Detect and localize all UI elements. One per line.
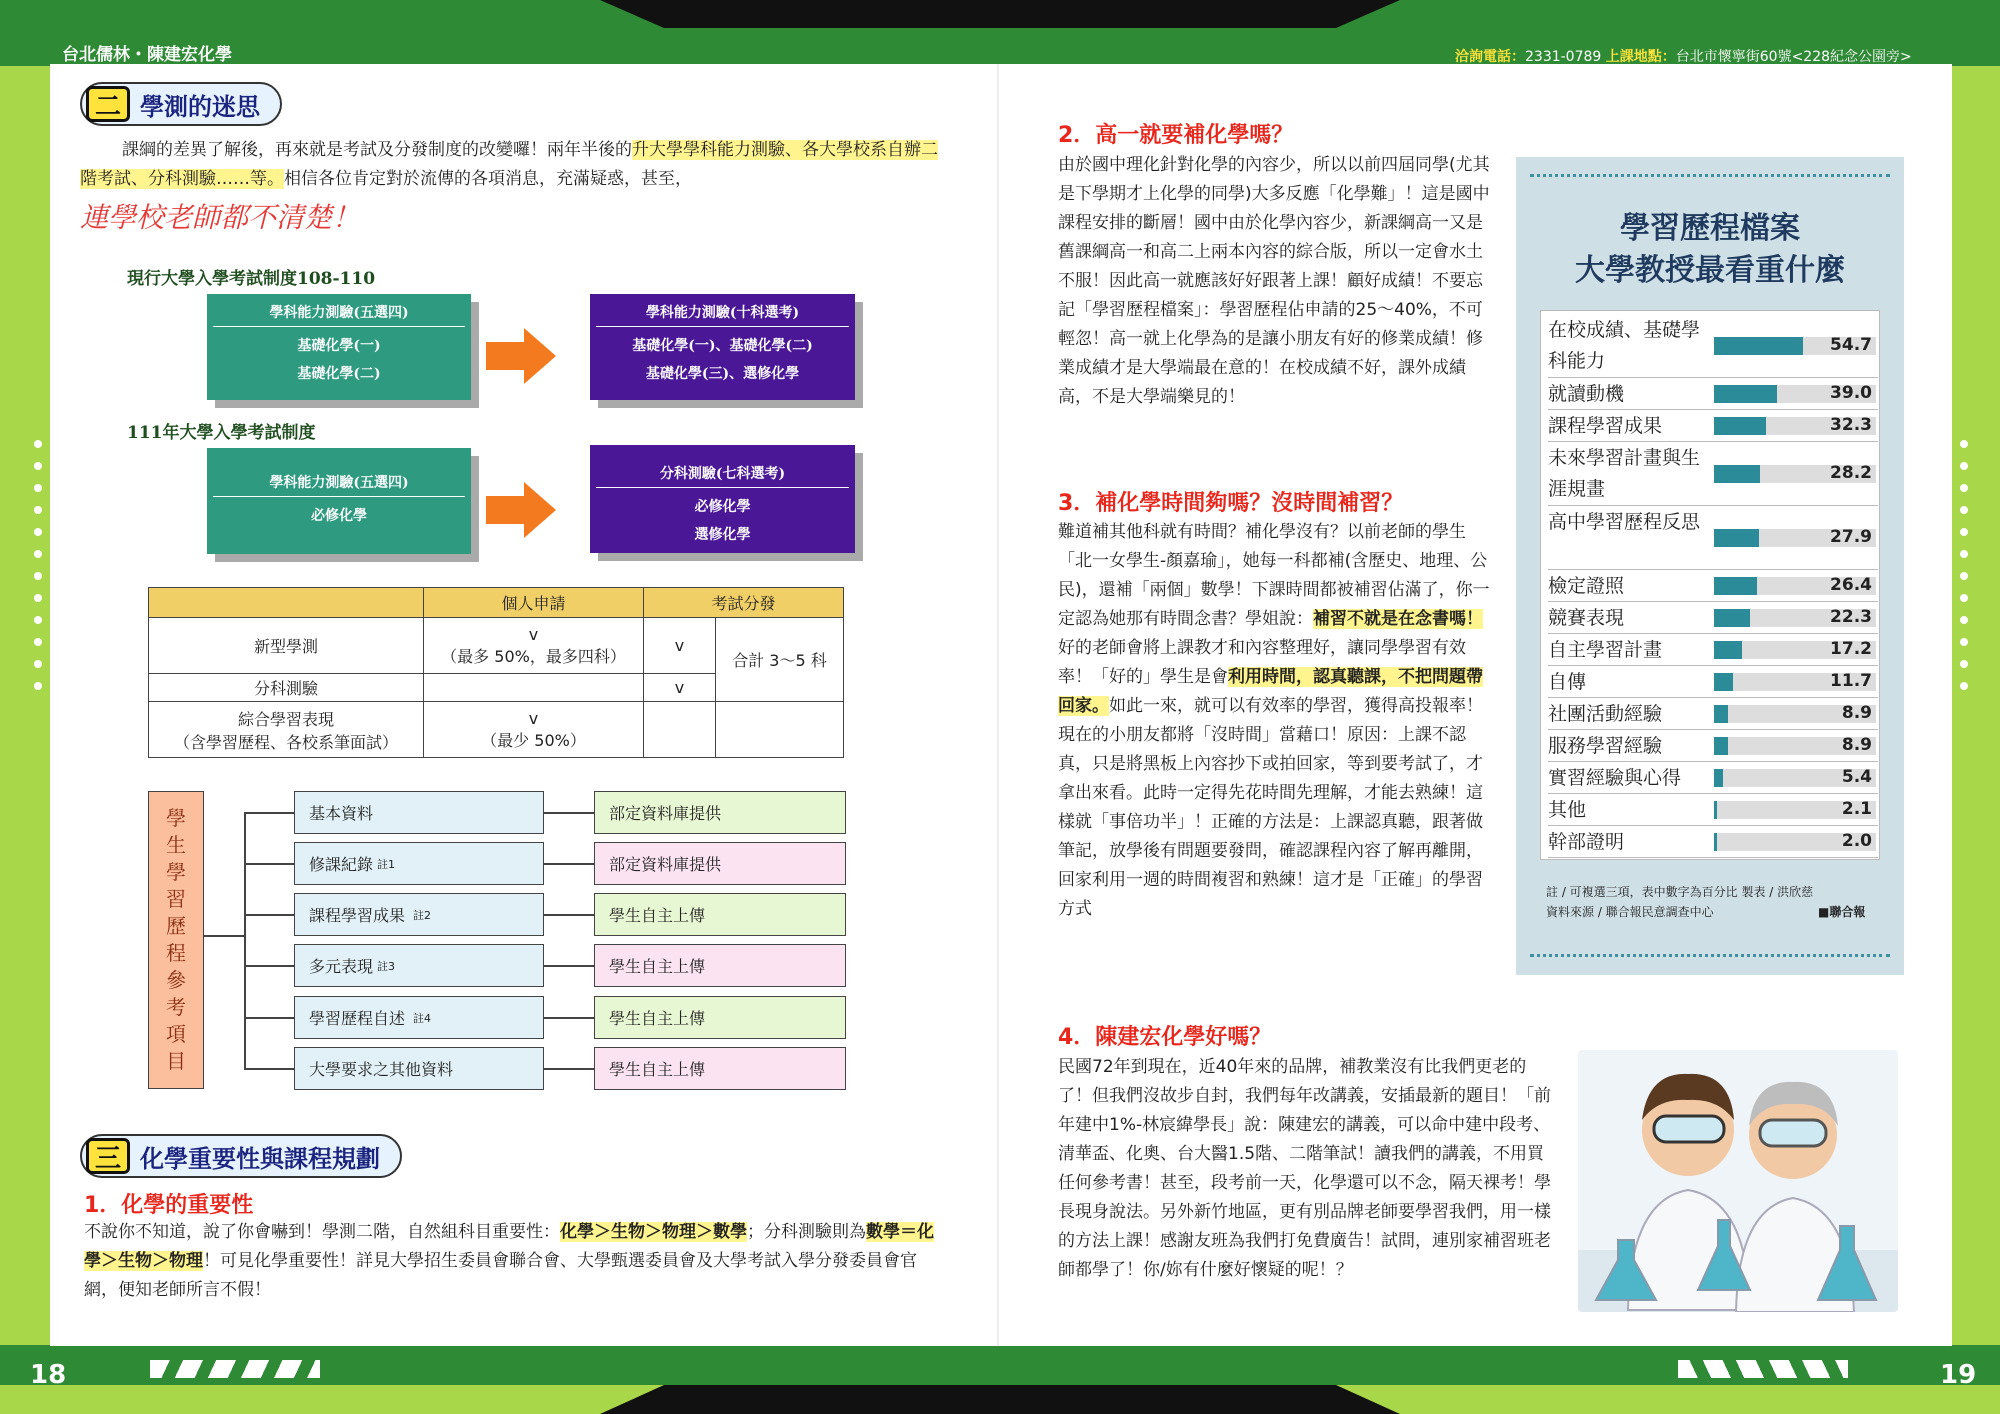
chart-category-label: 競賽表現 bbox=[1548, 607, 1625, 629]
chart-bar bbox=[1714, 385, 1777, 403]
chart-category-label: 高中學習歷程反思 bbox=[1548, 511, 1701, 533]
section-number: 二 bbox=[86, 86, 130, 122]
q2-heading: 2．高一就要補化學嗎？ bbox=[1058, 123, 1294, 148]
q2-paragraph: 由於國中理化針對化學的內容少，所以以前四屆同學(尤其是下學期才上化學的同學)大多反應「化學難」！這是國中課程安排的斷層！國中由於化學內容少，新課綱高一又是舊課綱高一和高二上兩本內容的綜合版，所以一定會水土不服！因此高一就應該好好跟著上課！顧好成績！不要忘記「學習歷程檔案」：學習歷程佔申請的25～40%，不可輕忽！高一就上化學為的是讓小朋友有好的修業成績！修業成績才是大學端最在意的！在校成績不好，課外成績高，不是大學端樂見的！ bbox=[1058, 155, 1490, 407]
chart-category-label: 自傳 bbox=[1548, 671, 1587, 693]
old-exam-box: 學科能力測驗(五選四) 基礎化學(一) 基礎化學(二) bbox=[207, 294, 471, 400]
chart-rows bbox=[1548, 314, 1878, 854]
chart-row bbox=[1548, 762, 1878, 794]
chart-value-label: 2.0 bbox=[1841, 831, 1872, 851]
connector-line bbox=[544, 965, 594, 967]
portfolio-source: 部定資料庫提供 bbox=[594, 842, 846, 885]
chart-bar bbox=[1714, 609, 1750, 627]
header-contact: 洽詢電話：2331-0789 上課地點：台北市懷寧街60號<228紀念公園旁> bbox=[1455, 49, 1912, 65]
connector-line bbox=[244, 965, 294, 967]
arrow-icon bbox=[486, 482, 556, 538]
portfolio-item: 學習歷程自述 註4 bbox=[294, 996, 544, 1039]
right-frame bbox=[1952, 0, 2000, 1414]
section-title: 化學重要性與課程規劃 bbox=[140, 1144, 380, 1173]
chart-bar bbox=[1714, 577, 1757, 595]
left-frame bbox=[0, 0, 50, 1414]
chart-title bbox=[1516, 208, 1904, 292]
chart-row bbox=[1548, 634, 1878, 666]
chart-bar bbox=[1714, 769, 1723, 787]
section-title: 學測的迷思 bbox=[140, 92, 260, 121]
chart-row bbox=[1548, 410, 1878, 442]
section-two-heading bbox=[80, 82, 282, 126]
chart-value-label: 11.7 bbox=[1830, 671, 1872, 691]
chart-value-label: 17.2 bbox=[1830, 639, 1872, 659]
old-exam-box-2: 學科能力測驗(五選四) 必修化學 bbox=[207, 448, 471, 554]
chart-title-line1: 學習歷程檔案 bbox=[1620, 211, 1800, 246]
portfolio-source: 部定資料庫提供 bbox=[594, 791, 846, 834]
footer-stripes-right bbox=[1678, 1360, 1848, 1378]
chem-importance-heading: 1．化學的重要性 bbox=[84, 1193, 254, 1218]
portfolio-source: 學生自主上傳 bbox=[594, 996, 846, 1039]
connector-line bbox=[244, 914, 294, 916]
connector-line bbox=[244, 1017, 294, 1019]
chart-value-label: 28.2 bbox=[1830, 463, 1872, 483]
chart-row bbox=[1548, 442, 1878, 506]
dotted-divider bbox=[1530, 954, 1890, 957]
left-dot-column bbox=[34, 440, 42, 704]
chart-bar bbox=[1714, 417, 1766, 435]
portfolio-item: 修課紀錄 註1 bbox=[294, 842, 544, 885]
connector-line bbox=[244, 863, 294, 865]
chart-note-2: 資料來源 / 聯合報民意調查中心 bbox=[1546, 905, 1714, 919]
chart-bar bbox=[1714, 337, 1803, 355]
chart-row bbox=[1548, 506, 1878, 570]
chart-value-label: 2.1 bbox=[1841, 799, 1872, 819]
chart-row bbox=[1548, 666, 1878, 698]
diagram-title-111: 111年大學入學考試制度 bbox=[127, 423, 316, 443]
chart-category-label: 未來學習計畫與生涯規畫 bbox=[1548, 447, 1701, 500]
chart-category-label: 檢定證照 bbox=[1548, 575, 1625, 597]
header-left-title: 台北儒林・陳建宏化學 bbox=[62, 45, 232, 65]
portfolio-side-label: 學 生 學 習 歷 程 參 考 項 目 bbox=[148, 791, 204, 1089]
chart-row bbox=[1548, 602, 1878, 634]
chart-category-label: 社團活動經驗 bbox=[1548, 703, 1663, 725]
chart-row bbox=[1548, 826, 1878, 858]
portfolio-item: 多元表現 註3 bbox=[294, 944, 544, 987]
chart-category-label: 就讀動機 bbox=[1548, 383, 1625, 405]
portfolio-source: 學生自主上傳 bbox=[594, 893, 846, 936]
chart-title-line2: 大學教授最看重什麼 bbox=[1575, 253, 1845, 288]
chart-category-label: 自主學習計畫 bbox=[1548, 639, 1663, 661]
chart-value-label: 8.9 bbox=[1841, 703, 1872, 723]
chart-bar bbox=[1714, 465, 1760, 483]
chart-bar bbox=[1714, 737, 1728, 755]
chart-category-label: 在校成績、基礎學科能力 bbox=[1548, 319, 1701, 372]
connector-line bbox=[544, 1017, 594, 1019]
scientists-illustration bbox=[1578, 1050, 1898, 1312]
chart-category-label: 其他 bbox=[1548, 799, 1587, 821]
arrow-icon bbox=[486, 328, 556, 364]
chart-bar bbox=[1714, 673, 1733, 691]
new-exam-box-2: 分科測驗(七科選考) 必修化學 選修化學 bbox=[590, 445, 855, 553]
q4-paragraph: 民國72年到現在，近40年來的品牌，補教業沒有比我們更老的了！但我們沒故步自封，我們每年改講義，安插最新的題目！「前年建中1%-林宸緯學長」說：陳建宏的講義，可以命中建中段考、清華盃、化奧、台大醫1.5階、二階筆試！讀我們的講義，不用買任何參考書！甚至，段考前一天，化學還可以不念，隔天裸考！學長現身說法。另外新竹地區，更有別品牌老師要學習我們，用一樣的方法上課！感謝友班為我們打免費廣告！試問，連別家補習班老師都學了！你/妳有什麼好懷疑的呢！？ bbox=[1058, 1057, 1551, 1280]
chart-row bbox=[1548, 794, 1878, 826]
chart-note-1: 註 / 可複選三項，表中數字為百分比 製表 / 洪欣慈 bbox=[1546, 885, 1814, 899]
chart-category-label: 服務學習經驗 bbox=[1548, 735, 1663, 757]
section-three-heading bbox=[80, 1134, 402, 1178]
q3-heading: 3．補化學時間夠嗎？沒時間補習？ bbox=[1058, 491, 1404, 516]
chart-category-label: 幹部證明 bbox=[1548, 831, 1625, 853]
chart-row bbox=[1548, 698, 1878, 730]
connector-line bbox=[244, 1068, 294, 1070]
section-number: 三 bbox=[86, 1138, 130, 1174]
chart-value-label: 32.3 bbox=[1830, 415, 1872, 435]
intro-paragraph: 課綱的差異了解後，再來就是考試及分發制度的改變囉！兩年半後的升大學學科能力測驗、各大學校系自辦二階考試、分科測驗……等。相信各位肯定對於流傳的各項消息，充滿疑惑，甚至， bbox=[80, 140, 938, 189]
chart-value-label: 27.9 bbox=[1830, 527, 1872, 547]
page-number-left: 18 bbox=[30, 1360, 67, 1390]
portfolio-source: 學生自主上傳 bbox=[594, 944, 846, 987]
footer-stripes-left bbox=[150, 1360, 320, 1378]
right-dot-column bbox=[1960, 440, 1968, 704]
dotted-divider bbox=[1530, 174, 1890, 177]
chart-bar bbox=[1714, 529, 1759, 547]
new-exam-box: 學科能力測驗(十科選考) 基礎化學(一)、基礎化學(二) 基礎化學(三)、選修化學 bbox=[590, 294, 855, 400]
chart-value-label: 54.7 bbox=[1830, 335, 1872, 355]
connector-line bbox=[544, 914, 594, 916]
chem-importance-paragraph: 不說你不知道，說了你會嚇到！學測二階，自然組科目重要性：化學＞生物＞物理＞數學；分科測驗則為數學＝化學＞生物＞物理！可見化學重要性！詳見大學招生委員會聯合會、大學甄選委員會及大學考試入學分發委員會官網，便知老師所言不假！ bbox=[84, 1222, 934, 1300]
portfolio-item: 大學要求之其他資料 bbox=[294, 1047, 544, 1090]
chart-note-3: ■聯合報 bbox=[1818, 905, 1866, 919]
chart-row bbox=[1548, 730, 1878, 762]
connector-line bbox=[544, 1068, 594, 1070]
admission-table: 個人申請 考試分發 新型學測 v （最多 50%，最多四科） v 合計 3～5 科 分科測驗 v 綜合學習表現 （含學習歷程、各校系筆面試） v （最少 50%） bbox=[148, 587, 844, 758]
page-number-right: 19 bbox=[1940, 1360, 1977, 1390]
chart-value-label: 39.0 bbox=[1830, 383, 1872, 403]
q4-heading: 4．陳建宏化學好嗎？ bbox=[1058, 1025, 1272, 1050]
q3-paragraph: 難道補其他科就有時間？補化學沒有？以前老師的學生「北一女學生-顏嘉瑜」，她每一科都補(含歷史、地理、公民)，還補「兩個」數學！下課時間都被補習佔滿了，你一定認為她那有時間念書？學姐說：補習不就是在念書嗎！好的老師會將上課教才和內容整理好，讓同學學習有效率！「好的」學生是會利用時間，認真聽課，不把問題帶回家。如此一來，就可以有效率的學習，獲得高投報率！現在的小朋友都將「沒時間」當藉口！原因：上課不認真，只是將黑板上內容抄下或拍回家，等到要考試了，才拿出來看。此時一定得先花時間先理解，才能去熟練！這樣就「事倍功半」！正確的方法是：上課認真聽，跟著做筆記，放學後有問題要發問，確認課程內容了解再離開，回家利用一週的時間複習和熟練！這才是「正確」的學習方式 bbox=[1058, 522, 1490, 919]
footer-notch bbox=[600, 1385, 1400, 1414]
portfolio-source: 學生自主上傳 bbox=[594, 1047, 846, 1090]
chart-value-label: 5.4 bbox=[1841, 767, 1872, 787]
chart-row bbox=[1548, 570, 1878, 602]
chart-bar bbox=[1714, 833, 1717, 851]
emphasis-text: 連學校老師都不清楚！ bbox=[80, 201, 361, 234]
chart-bar bbox=[1714, 705, 1728, 723]
chart-row bbox=[1548, 314, 1878, 378]
chart-bar bbox=[1714, 641, 1742, 659]
chart-value-label: 26.4 bbox=[1830, 575, 1872, 595]
portfolio-item: 基本資料 bbox=[294, 791, 544, 834]
connector-line bbox=[204, 935, 244, 937]
chart-category-label: 課程學習成果 bbox=[1548, 415, 1663, 437]
portfolio-item: 課程學習成果 註2 bbox=[294, 893, 544, 936]
connector-line bbox=[544, 812, 594, 814]
connector-line bbox=[244, 812, 246, 1070]
connector-line bbox=[244, 812, 294, 814]
spine bbox=[997, 64, 999, 1346]
chart-category-label: 實習經驗與心得 bbox=[1548, 767, 1682, 789]
chart-value-label: 22.3 bbox=[1830, 607, 1872, 627]
chart-bar bbox=[1714, 801, 1717, 819]
chart-value-label: 8.9 bbox=[1841, 735, 1872, 755]
chart-row bbox=[1548, 378, 1878, 410]
diagram-title-current: 現行大學入學考試制度108-110 bbox=[127, 269, 376, 289]
connector-line bbox=[544, 863, 594, 865]
header-notch bbox=[600, 0, 1400, 28]
